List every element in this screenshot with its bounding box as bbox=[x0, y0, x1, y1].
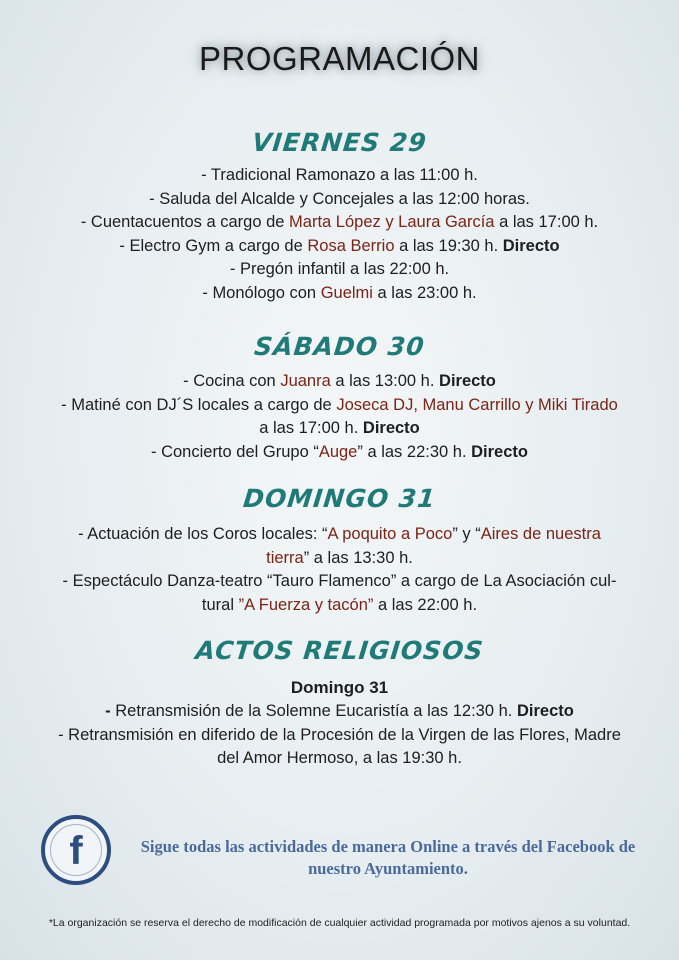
performer-name: Guelmi bbox=[320, 283, 373, 302]
list-item: tural ”A Fuerza y tacón” a las 22:00 h. bbox=[201, 595, 478, 614]
footnote: *La organización se reserva el derecho de modificación de cualquier actividad programada por motivos ajenos a su voluntad. bbox=[48, 917, 631, 929]
performer-name: Aires de nuestra bbox=[480, 525, 601, 543]
performer-name: Juanra bbox=[280, 372, 331, 390]
list-item: del Amor Hermoso, a las 19:30 h. bbox=[217, 749, 462, 767]
live-badge: Directo bbox=[362, 419, 420, 437]
heading-domingo: DOMINGO 31 bbox=[241, 484, 438, 513]
facebook-notice-line: Sigue todas las actividades de manera Online a través del Facebook de bbox=[140, 837, 636, 856]
performer-name: ”A Fuerza y tacón” bbox=[238, 595, 374, 614]
section-religiosos bbox=[0, 636, 679, 771]
live-badge: Directo bbox=[471, 442, 528, 461]
live-badge: Directo bbox=[439, 372, 496, 390]
performer-name: Marta López y Laura García bbox=[289, 213, 495, 231]
heading-sabado: SÁBADO 30 bbox=[252, 332, 427, 361]
list-item: a las 17:00 h. Directo bbox=[259, 419, 420, 437]
list-item: - Electro Gym a cargo de Rosa Berrio a las 19:30 h. Directo bbox=[119, 236, 560, 255]
list-item: - Saluda del Alcalde y Concejales a las 12:00 horas. bbox=[149, 189, 530, 208]
list-item: - Concierto del Grupo “Auge” a las 22:30 h. Directo bbox=[151, 442, 528, 461]
page-title: PROGRAMACIÓN bbox=[198, 40, 481, 77]
performer-name: Auge bbox=[318, 442, 358, 461]
list-item: - Matiné con DJ´S locales a cargo de Joseca DJ, Manu Carrillo y Miki Tirado bbox=[61, 395, 618, 414]
section-domingo bbox=[0, 484, 679, 617]
list-item: - Actuación de los Coros locales: “A poquito a Poco” y “Aires de nuestra bbox=[78, 525, 601, 543]
heading-religiosos: ACTOS RELIGIOSOS bbox=[194, 636, 485, 665]
facebook-letter: f bbox=[69, 829, 83, 873]
heading-viernes: VIERNES 29 bbox=[250, 128, 429, 157]
list-item: - Cuentacuentos a cargo de Marta López y Laura García a las 17:00 h. bbox=[80, 213, 599, 231]
list-item: tierra” a las 13:30 h. bbox=[266, 548, 413, 567]
performer-name: Joseca DJ, Manu Carrillo y Miki Tirado bbox=[336, 395, 618, 414]
facebook-icon[interactable] bbox=[41, 815, 111, 885]
subheading-domingo: Domingo 31 bbox=[290, 678, 389, 697]
live-badge: Directo bbox=[516, 702, 574, 720]
live-badge: Directo bbox=[502, 236, 560, 255]
list-item: - Cocina con Juanra a las 13:00 h. Directo bbox=[183, 372, 496, 390]
performer-name: A poquito a Poco bbox=[327, 525, 453, 543]
list-item: - Pregón infantil a las 22:00 h. bbox=[229, 260, 450, 278]
list-item: - Retransmisión en diferido de la Procesión de la Virgen de las Flores, Madre bbox=[58, 725, 621, 744]
facebook-notice-line: nuestro Ayuntamiento. bbox=[308, 859, 468, 878]
list-item: - Monólogo con Guelmi a las 23:00 h. bbox=[202, 283, 477, 302]
section-viernes bbox=[0, 128, 679, 305]
list-item: - Retransmisión de la Solemne Eucaristía a las 12:30 h. Directo bbox=[105, 702, 574, 720]
performer-name: tierra bbox=[266, 548, 304, 567]
facebook-notice bbox=[118, 836, 658, 880]
section-sabado bbox=[0, 332, 679, 464]
list-item: - Tradicional Ramonazo a las 11:00 h. bbox=[201, 166, 478, 184]
list-item: - Espectáculo Danza-teatro “Tauro Flamenco” a cargo de La Asociación cul- bbox=[62, 572, 617, 590]
performer-name: Rosa Berrio bbox=[307, 236, 395, 255]
